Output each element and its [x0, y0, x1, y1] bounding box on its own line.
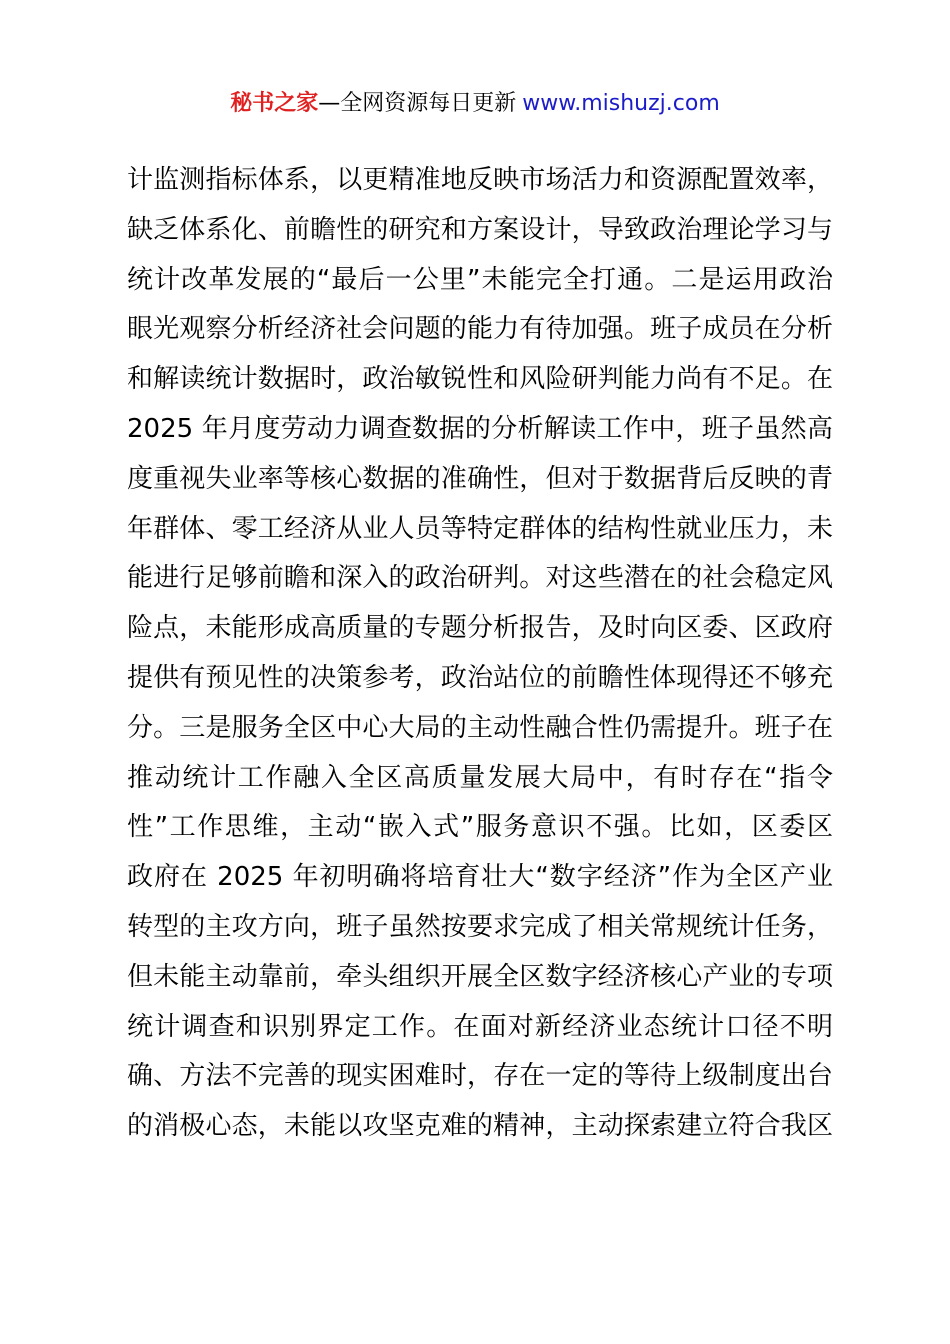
paragraph-line: 确、方法不完善的现实困难时，存在一定的等待上级制度出台 — [127, 1061, 833, 1092]
paragraph-line: 能进行足够前瞻和深入的政治研判。对这些潜在的社会稳定风 — [127, 563, 833, 594]
paragraph-line: 计监测指标体系，以更精准地反映市场活力和资源配置效率， — [127, 165, 833, 195]
paragraph-line: 分。三是服务全区中心大局的主动性融合性仍需提升。班子在 — [127, 712, 833, 743]
paragraph-line: 险点，未能形成高质量的专题分析报告，及时向区委、区政府 — [127, 613, 833, 644]
paragraph-line: 的消极心态，未能以攻坚克难的精神，主动探索建立符合我区 — [127, 1111, 833, 1142]
paragraph-line: 缺乏体系化、前瞻性的研究和方案设计，导致政治理论学习与 — [127, 214, 833, 245]
header-slogan: 全网资源每日更新 — [340, 91, 517, 116]
site-header — [0, 88, 950, 120]
paragraph-line: 统计调查和识别界定工作。在面对新经济业态统计口径不明 — [127, 1011, 833, 1042]
brand-name: 秘书之家 — [230, 91, 319, 116]
paragraph-line: 统计改革发展的“最后一公里”未能完全打通。二是运用政治 — [127, 264, 833, 295]
paragraph-line: 度重视失业率等核心数据的准确性，但对于数据背后反映的青 — [127, 463, 833, 494]
paragraph-line: 提供有预见性的决策参考，政治站位的前瞻性体现得还不够充 — [127, 662, 833, 693]
paragraph-line: 性”工作思维，主动“嵌入式”服务意识不强。比如，区委区 — [127, 812, 833, 843]
site-url-link[interactable]: www.mishuzj.com — [522, 91, 720, 116]
paragraph-line: 2025 年月度劳动力调查数据的分析解读工作中，班子虽然高 — [127, 413, 833, 444]
paragraph-line: 年群体、零工经济从业人员等特定群体的结构性就业压力，未 — [127, 513, 833, 544]
paragraph-line: 和解读统计数据时，政治敏锐性和风险研判能力尚有不足。在 — [127, 364, 833, 395]
paragraph-line: 推动统计工作融入全区高质量发展大局中，有时存在“指令 — [127, 762, 833, 793]
paragraph-line: 转型的主攻方向，班子虽然按要求完成了相关常规统计任务， — [127, 911, 833, 942]
paragraph-line: 政府在 2025 年初明确将培育壮大“数字经济”作为全区产业 — [127, 862, 833, 893]
paragraph-line: 但未能主动靠前，牵头组织开展全区数字经济核心产业的专项 — [127, 961, 833, 992]
document-body — [127, 156, 833, 1152]
header-dash: — — [318, 91, 341, 116]
paragraph-line: 眼光观察分析经济社会问题的能力有待加强。班子成员在分析 — [127, 314, 833, 345]
